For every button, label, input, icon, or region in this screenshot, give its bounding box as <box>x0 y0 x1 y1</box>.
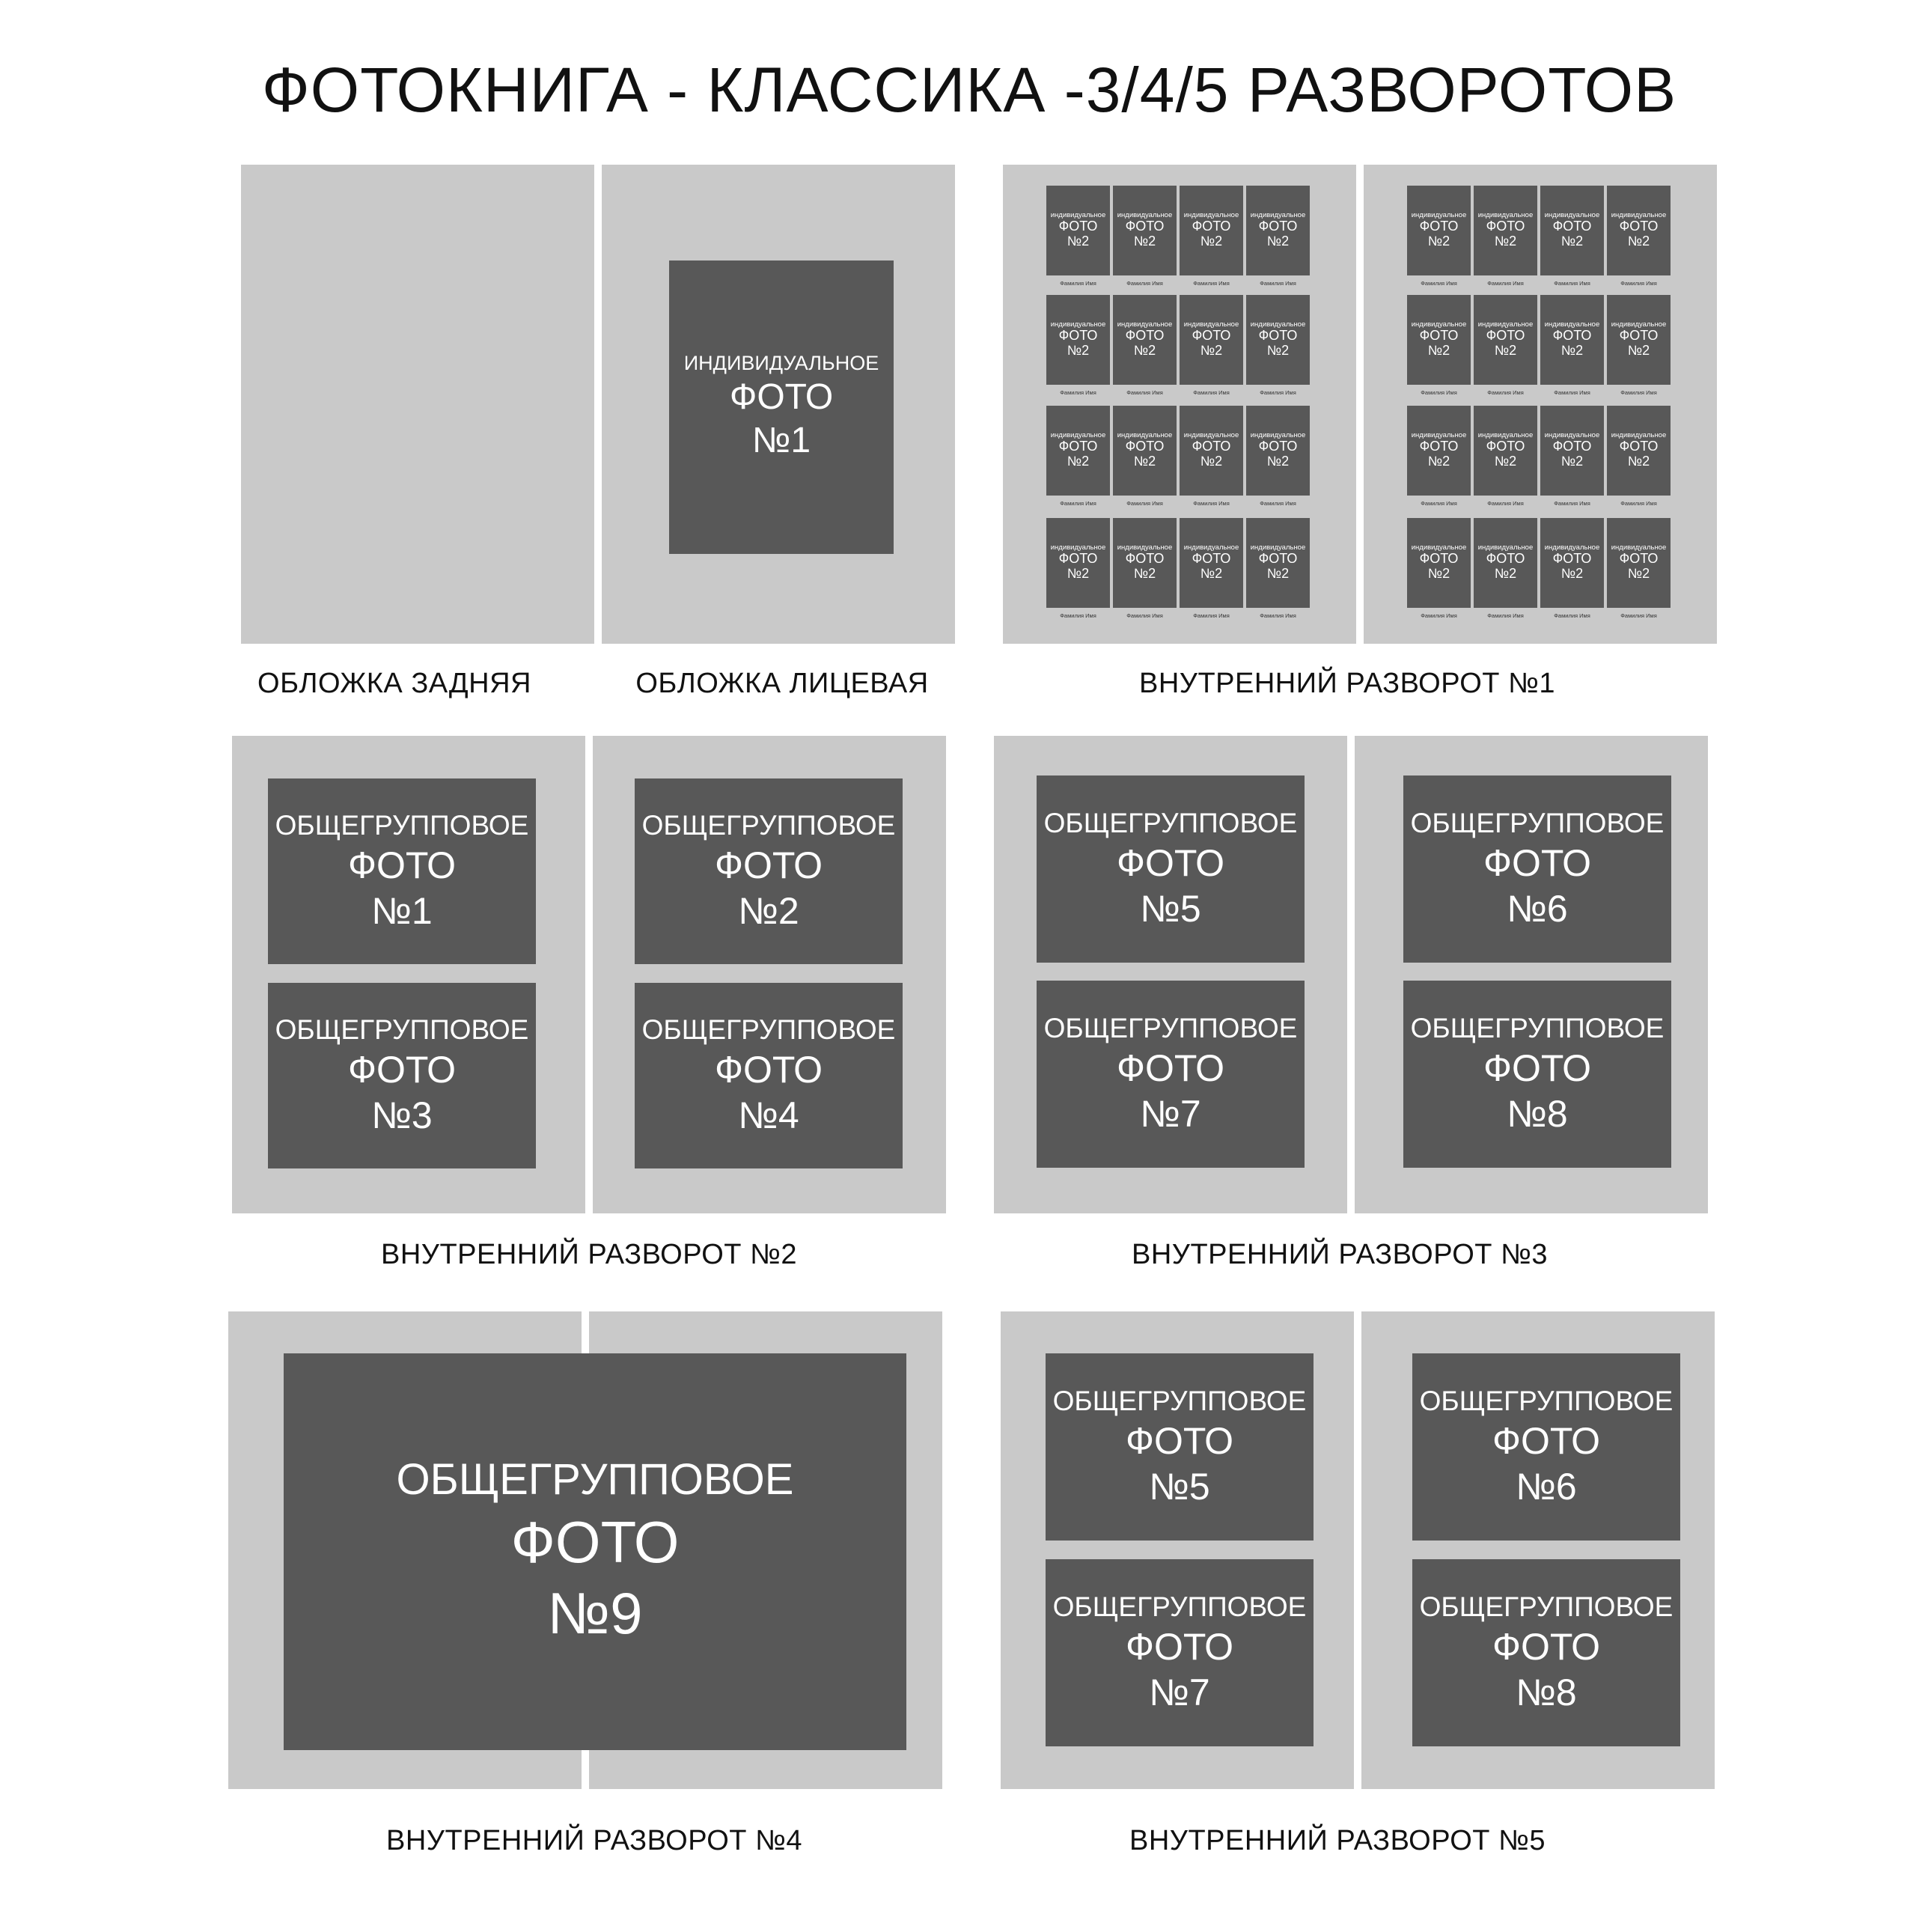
mini-individual-photo <box>1180 295 1243 397</box>
photo-label: ОБЩЕГРУППОВОЕ <box>1052 1591 1307 1623</box>
mini-photo-frame <box>1474 295 1537 385</box>
mini-photo-number: №2 <box>1266 454 1290 469</box>
mini-photo-label: индивидуальное <box>1250 210 1306 219</box>
group-photo-7 <box>1037 981 1305 1168</box>
mini-photo-name: Фамилия Имя <box>1193 389 1230 396</box>
mini-individual-photo <box>1246 518 1310 620</box>
mini-photo-label: индивидуальное <box>1050 210 1106 219</box>
mini-photo-number: №2 <box>1067 454 1090 469</box>
front-cover-page <box>602 165 955 644</box>
mini-photo-word: ФОТО <box>1192 439 1231 454</box>
group-photo-1 <box>268 778 536 964</box>
mini-photo-name: Фамилия Имя <box>1260 500 1296 507</box>
mini-individual-photo <box>1113 186 1177 287</box>
mini-photo-label: индивидуальное <box>1611 210 1667 219</box>
photo-label: ОБЩЕГРУППОВОЕ <box>1043 808 1298 839</box>
mini-photo-name: Фамилия Имя <box>1193 500 1230 507</box>
mini-photo-word: ФОТО <box>1486 328 1525 344</box>
mini-photo-number: №2 <box>1494 343 1517 359</box>
spread5-left-page <box>1001 1311 1354 1789</box>
mini-photo-name: Фамилия Имя <box>1193 612 1230 619</box>
mini-photo-name: Фамилия Имя <box>1620 612 1657 619</box>
caption-spread4: ВНУТРЕННИЙ РАЗВОРОТ №4 <box>386 1825 802 1856</box>
mini-photo-label: индивидуальное <box>1050 543 1106 552</box>
photo-word: ФОТО <box>347 844 457 886</box>
mini-individual-photo <box>1474 518 1537 620</box>
photo-number: №1 <box>371 889 433 932</box>
photo-word: ФОТО <box>347 1048 457 1091</box>
photo-number: №6 <box>1516 1465 1577 1508</box>
mini-photo-label: индивидуальное <box>1611 320 1667 329</box>
mini-photo-frame <box>1246 406 1310 496</box>
mini-individual-photo <box>1540 406 1604 508</box>
mini-photo-name: Фамилия Имя <box>1260 389 1296 396</box>
mini-photo-label: индивидуальное <box>1477 543 1534 552</box>
photo-word: ФОТО <box>1483 1046 1592 1089</box>
photo-number: №6 <box>1507 887 1568 930</box>
mini-photo-number: №2 <box>1560 454 1584 469</box>
mini-photo-frame <box>1113 186 1177 275</box>
mini-photo-word: ФОТО <box>1486 551 1525 567</box>
photo-label: ОБЩЕГРУППОВОЕ <box>1410 808 1665 839</box>
mini-photo-frame <box>1113 518 1177 608</box>
photo-word: ФОТО <box>510 1509 680 1576</box>
mini-photo-label: индивидуальное <box>1477 210 1534 219</box>
mini-photo-frame <box>1246 518 1310 608</box>
mini-photo-word: ФОТО <box>1125 439 1165 454</box>
mini-photo-frame <box>1407 406 1471 496</box>
mini-photo-word: ФОТО <box>1619 551 1659 567</box>
mini-photo-frame <box>1607 406 1671 496</box>
mini-photo-word: ФОТО <box>1058 219 1098 234</box>
mini-photo-number: №2 <box>1067 343 1090 359</box>
mini-photo-number: №2 <box>1200 343 1223 359</box>
photo-label: ОБЩЕГРУППОВОЕ <box>396 1455 794 1505</box>
mini-photo-label: индивидуальное <box>1117 210 1173 219</box>
mini-individual-photo <box>1607 186 1671 287</box>
mini-photo-name: Фамилия Имя <box>1060 280 1096 287</box>
group-photo-6 <box>1403 775 1671 963</box>
mini-individual-photo <box>1607 295 1671 397</box>
mini-photo-frame <box>1407 518 1471 608</box>
mini-photo-name: Фамилия Имя <box>1060 612 1096 619</box>
mini-photo-word: ФОТО <box>1552 551 1592 567</box>
photo-word: ФОТО <box>1492 1419 1601 1462</box>
mini-photo-number: №2 <box>1427 234 1450 249</box>
photo-word: ФОТО <box>1492 1625 1601 1668</box>
mini-photo-word: ФОТО <box>1192 219 1231 234</box>
mini-individual-photo <box>1474 186 1537 287</box>
mini-photo-label: индивидуальное <box>1183 210 1239 219</box>
mini-photo-frame <box>1046 406 1110 496</box>
mini-photo-label: индивидуальное <box>1050 430 1106 439</box>
mini-photo-frame <box>1474 406 1537 496</box>
mini-photo-name: Фамилия Имя <box>1060 500 1096 507</box>
mini-photo-name: Фамилия Имя <box>1260 280 1296 287</box>
mini-photo-label: индивидуальное <box>1544 430 1600 439</box>
mini-individual-photo <box>1607 518 1671 620</box>
mini-photo-frame <box>1540 406 1604 496</box>
mini-photo-name: Фамилия Имя <box>1487 612 1524 619</box>
mini-individual-photo <box>1046 406 1110 508</box>
mini-individual-photo <box>1474 295 1537 397</box>
mini-photo-word: ФОТО <box>1419 439 1459 454</box>
group-photo-8 <box>1412 1559 1680 1746</box>
mini-individual-photo <box>1407 406 1471 508</box>
mini-individual-photo <box>1246 186 1310 287</box>
photo-word: ФОТО <box>714 844 823 886</box>
photo-number: №4 <box>738 1094 799 1136</box>
mini-photo-frame <box>1540 186 1604 275</box>
mini-photo-number: №2 <box>1133 454 1156 469</box>
mini-individual-photo <box>1407 518 1471 620</box>
mini-photo-frame <box>1113 406 1177 496</box>
photo-number: №8 <box>1516 1671 1577 1713</box>
mini-photo-word: ФОТО <box>1258 439 1298 454</box>
group-photo-8 <box>1403 981 1671 1168</box>
mini-photo-word: ФОТО <box>1486 439 1525 454</box>
mini-photo-word: ФОТО <box>1552 439 1592 454</box>
mini-photo-name: Фамилия Имя <box>1487 280 1524 287</box>
mini-photo-word: ФОТО <box>1125 219 1165 234</box>
photo-label: ОБЩЕГРУППОВОЕ <box>1410 1013 1665 1044</box>
mini-photo-number: №2 <box>1560 566 1584 582</box>
mini-photo-label: индивидуальное <box>1544 210 1600 219</box>
mini-photo-number: №2 <box>1266 234 1290 249</box>
mini-photo-frame <box>1607 518 1671 608</box>
mini-individual-photo <box>1246 295 1310 397</box>
caption-spread3: ВНУТРЕННИЙ РАЗВОРОТ №3 <box>1132 1239 1548 1270</box>
mini-photo-frame <box>1246 186 1310 275</box>
mini-photo-label: индивидуальное <box>1411 210 1467 219</box>
mini-photo-word: ФОТО <box>1419 219 1459 234</box>
mini-photo-word: ФОТО <box>1552 219 1592 234</box>
caption-spread2: ВНУТРЕННИЙ РАЗВОРОТ №2 <box>381 1239 797 1270</box>
mini-photo-word: ФОТО <box>1619 328 1659 344</box>
mini-photo-name: Фамилия Имя <box>1554 612 1590 619</box>
mini-photo-label: индивидуальное <box>1411 320 1467 329</box>
mini-photo-name: Фамилия Имя <box>1421 500 1457 507</box>
mini-individual-photo <box>1540 295 1604 397</box>
group-photo-9 <box>284 1353 906 1750</box>
mini-individual-photo <box>1113 406 1177 508</box>
mini-photo-label: индивидуальное <box>1250 543 1306 552</box>
mini-photo-label: индивидуальное <box>1477 430 1534 439</box>
photo-label: ОБЩЕГРУППОВОЕ <box>1052 1386 1307 1417</box>
mini-photo-number: №2 <box>1067 566 1090 582</box>
mini-photo-name: Фамилия Имя <box>1554 389 1590 396</box>
mini-individual-photo <box>1407 186 1471 287</box>
mini-photo-word: ФОТО <box>1192 551 1231 567</box>
mini-photo-number: №2 <box>1627 343 1650 359</box>
mini-photo-word: ФОТО <box>1552 328 1592 344</box>
mini-photo-frame <box>1407 295 1471 385</box>
mini-photo-word: ФОТО <box>1258 551 1298 567</box>
back-cover-page <box>241 165 594 644</box>
mini-photo-word: ФОТО <box>1125 551 1165 567</box>
mini-photo-frame <box>1046 186 1110 275</box>
mini-photo-number: №2 <box>1494 566 1517 582</box>
mini-photo-name: Фамилия Имя <box>1554 280 1590 287</box>
mini-photo-frame <box>1540 295 1604 385</box>
mini-photo-name: Фамилия Имя <box>1620 280 1657 287</box>
mini-photo-label: индивидуальное <box>1250 430 1306 439</box>
group-photo-7 <box>1046 1559 1314 1746</box>
photo-label: ОБЩЕГРУППОВОЕ <box>641 1014 896 1046</box>
group-photo-2 <box>635 778 903 964</box>
mini-photo-label: индивидуальное <box>1117 543 1173 552</box>
mini-photo-word: ФОТО <box>1619 439 1659 454</box>
mini-photo-number: №2 <box>1266 566 1290 582</box>
mini-photo-word: ФОТО <box>1619 219 1659 234</box>
caption-back-cover: ОБЛОЖКА ЗАДНЯЯ <box>257 668 531 699</box>
mini-photo-number: №2 <box>1133 343 1156 359</box>
mini-individual-photo <box>1046 518 1110 620</box>
mini-photo-name: Фамилия Имя <box>1126 389 1163 396</box>
mini-photo-name: Фамилия Имя <box>1260 612 1296 619</box>
mini-photo-label: индивидуальное <box>1117 430 1173 439</box>
individual-photo-1 <box>669 260 894 554</box>
mini-photo-label: индивидуальное <box>1411 543 1467 552</box>
mini-photo-frame <box>1180 518 1243 608</box>
mini-photo-word: ФОТО <box>1125 328 1165 344</box>
mini-photo-frame <box>1113 295 1177 385</box>
mini-individual-photo <box>1540 518 1604 620</box>
photo-number: №7 <box>1140 1092 1201 1135</box>
mini-photo-number: №2 <box>1627 454 1650 469</box>
mini-photo-label: индивидуальное <box>1250 320 1306 329</box>
mini-photo-number: №2 <box>1200 234 1223 249</box>
mini-photo-word: ФОТО <box>1058 439 1098 454</box>
spread3-right-page <box>1355 736 1708 1213</box>
mini-individual-photo <box>1113 295 1177 397</box>
mini-photo-number: №2 <box>1200 454 1223 469</box>
mini-photo-word: ФОТО <box>1419 551 1459 567</box>
photo-label: ОБЩЕГРУППОВОЕ <box>641 810 896 841</box>
photo-word: ФОТО <box>1116 1046 1225 1089</box>
photo-label: ОБЩЕГРУППОВОЕ <box>275 810 529 841</box>
mini-photo-frame <box>1607 186 1671 275</box>
photo-number: №8 <box>1507 1092 1568 1135</box>
mini-photo-number: №2 <box>1133 566 1156 582</box>
photo-number: №5 <box>1140 887 1201 930</box>
mini-photo-frame <box>1180 295 1243 385</box>
mini-photo-label: индивидуальное <box>1611 543 1667 552</box>
photo-number: №2 <box>738 889 799 932</box>
mini-photo-frame <box>1407 186 1471 275</box>
page-title: ФОТОКНИГА - КЛАССИКА -3/4/5 РАЗВОРОТОВ <box>261 55 1677 125</box>
mini-photo-name: Фамилия Имя <box>1126 500 1163 507</box>
photo-word: ФОТО <box>1483 841 1592 884</box>
mini-photo-word: ФОТО <box>1258 328 1298 344</box>
mini-photo-number: №2 <box>1067 234 1090 249</box>
group-photo-6 <box>1412 1353 1680 1541</box>
photo-word: ФОТО <box>1125 1419 1234 1462</box>
mini-photo-number: №2 <box>1560 234 1584 249</box>
mini-photo-number: №2 <box>1266 343 1290 359</box>
mini-photo-name: Фамилия Имя <box>1126 280 1163 287</box>
mini-photo-name: Фамилия Имя <box>1620 389 1657 396</box>
mini-photo-word: ФОТО <box>1486 219 1525 234</box>
caption-front-cover: ОБЛОЖКА ЛИЦЕВАЯ <box>635 668 929 699</box>
mini-individual-photo <box>1046 295 1110 397</box>
mini-photo-frame <box>1046 518 1110 608</box>
photo-label: ОБЩЕГРУППОВОЕ <box>275 1014 529 1046</box>
mini-photo-label: индивидуальное <box>1183 320 1239 329</box>
photo-number: №3 <box>371 1094 433 1136</box>
mini-photo-label: индивидуальное <box>1544 543 1600 552</box>
spread3-left-page <box>994 736 1347 1213</box>
mini-photo-frame <box>1540 518 1604 608</box>
mini-photo-frame <box>1474 518 1537 608</box>
spread2-left-page <box>232 736 585 1213</box>
photo-number: №5 <box>1149 1465 1210 1508</box>
photo-word: ФОТО <box>1116 841 1225 884</box>
photo-label: ОБЩЕГРУППОВОЕ <box>1419 1386 1674 1417</box>
mini-individual-photo <box>1246 406 1310 508</box>
photo-word: ФОТО <box>729 377 834 417</box>
mini-photo-name: Фамилия Имя <box>1554 500 1590 507</box>
mini-individual-photo <box>1046 186 1110 287</box>
group-photo-4 <box>635 983 903 1168</box>
mini-photo-word: ФОТО <box>1419 328 1459 344</box>
mini-photo-number: №2 <box>1427 566 1450 582</box>
photo-label: ИНДИВИДУАЛЬНОЕ <box>683 351 879 374</box>
mini-photo-number: №2 <box>1200 566 1223 582</box>
mini-photo-label: индивидуальное <box>1611 430 1667 439</box>
photo-label: ОБЩЕГРУППОВОЕ <box>1419 1591 1674 1623</box>
photo-number: №7 <box>1149 1671 1210 1713</box>
mini-photo-label: индивидуальное <box>1050 320 1106 329</box>
mini-photo-label: индивидуальное <box>1411 430 1467 439</box>
mini-individual-photo <box>1607 406 1671 508</box>
mini-photo-name: Фамилия Имя <box>1421 389 1457 396</box>
mini-photo-frame <box>1180 186 1243 275</box>
mini-photo-frame <box>1607 295 1671 385</box>
mini-photo-label: индивидуальное <box>1544 320 1600 329</box>
mini-photo-word: ФОТО <box>1058 328 1098 344</box>
mini-photo-name: Фамилия Имя <box>1193 280 1230 287</box>
caption-spread5: ВНУТРЕННИЙ РАЗВОРОТ №5 <box>1129 1825 1546 1856</box>
mini-photo-number: №2 <box>1560 343 1584 359</box>
mini-individual-photo <box>1407 295 1471 397</box>
photo-number: №9 <box>547 1580 643 1647</box>
mini-photo-name: Фамилия Имя <box>1060 389 1096 396</box>
mini-photo-name: Фамилия Имя <box>1620 500 1657 507</box>
mini-photo-label: индивидуальное <box>1117 320 1173 329</box>
mini-photo-number: №2 <box>1427 454 1450 469</box>
spread5-right-page <box>1361 1311 1715 1789</box>
mini-photo-frame <box>1474 186 1537 275</box>
mini-photo-number: №2 <box>1627 234 1650 249</box>
mini-photo-word: ФОТО <box>1058 551 1098 567</box>
mini-photo-word: ФОТО <box>1192 328 1231 344</box>
group-photo-3 <box>268 983 536 1168</box>
mini-photo-name: Фамилия Имя <box>1487 500 1524 507</box>
mini-photo-name: Фамилия Имя <box>1126 612 1163 619</box>
mini-photo-frame <box>1180 406 1243 496</box>
mini-photo-number: №2 <box>1427 343 1450 359</box>
mini-photo-name: Фамилия Имя <box>1421 280 1457 287</box>
mini-photo-label: индивидуальное <box>1477 320 1534 329</box>
mini-photo-frame <box>1246 295 1310 385</box>
mini-individual-photo <box>1113 518 1177 620</box>
mini-individual-photo <box>1474 406 1537 508</box>
mini-photo-name: Фамилия Имя <box>1421 612 1457 619</box>
photo-label: ОБЩЕГРУППОВОЕ <box>1043 1013 1298 1044</box>
mini-photo-number: №2 <box>1494 454 1517 469</box>
caption-spread1: ВНУТРЕННИЙ РАЗВОРОТ №1 <box>1139 668 1555 699</box>
mini-individual-photo <box>1180 186 1243 287</box>
mini-photo-number: №2 <box>1133 234 1156 249</box>
photo-word: ФОТО <box>1125 1625 1234 1668</box>
photo-number: №1 <box>751 421 811 461</box>
group-photo-5 <box>1046 1353 1314 1541</box>
mini-photo-name: Фамилия Имя <box>1487 389 1524 396</box>
mini-photo-number: №2 <box>1494 234 1517 249</box>
mini-individual-photo <box>1180 518 1243 620</box>
mini-photo-label: индивидуальное <box>1183 543 1239 552</box>
mini-photo-number: №2 <box>1627 566 1650 582</box>
mini-individual-photo <box>1180 406 1243 508</box>
mini-individual-photo <box>1540 186 1604 287</box>
group-photo-5 <box>1037 775 1305 963</box>
mini-photo-label: индивидуальное <box>1183 430 1239 439</box>
spread2-right-page <box>593 736 946 1213</box>
mini-photo-frame <box>1046 295 1110 385</box>
mini-photo-word: ФОТО <box>1258 219 1298 234</box>
photo-word: ФОТО <box>714 1048 823 1091</box>
